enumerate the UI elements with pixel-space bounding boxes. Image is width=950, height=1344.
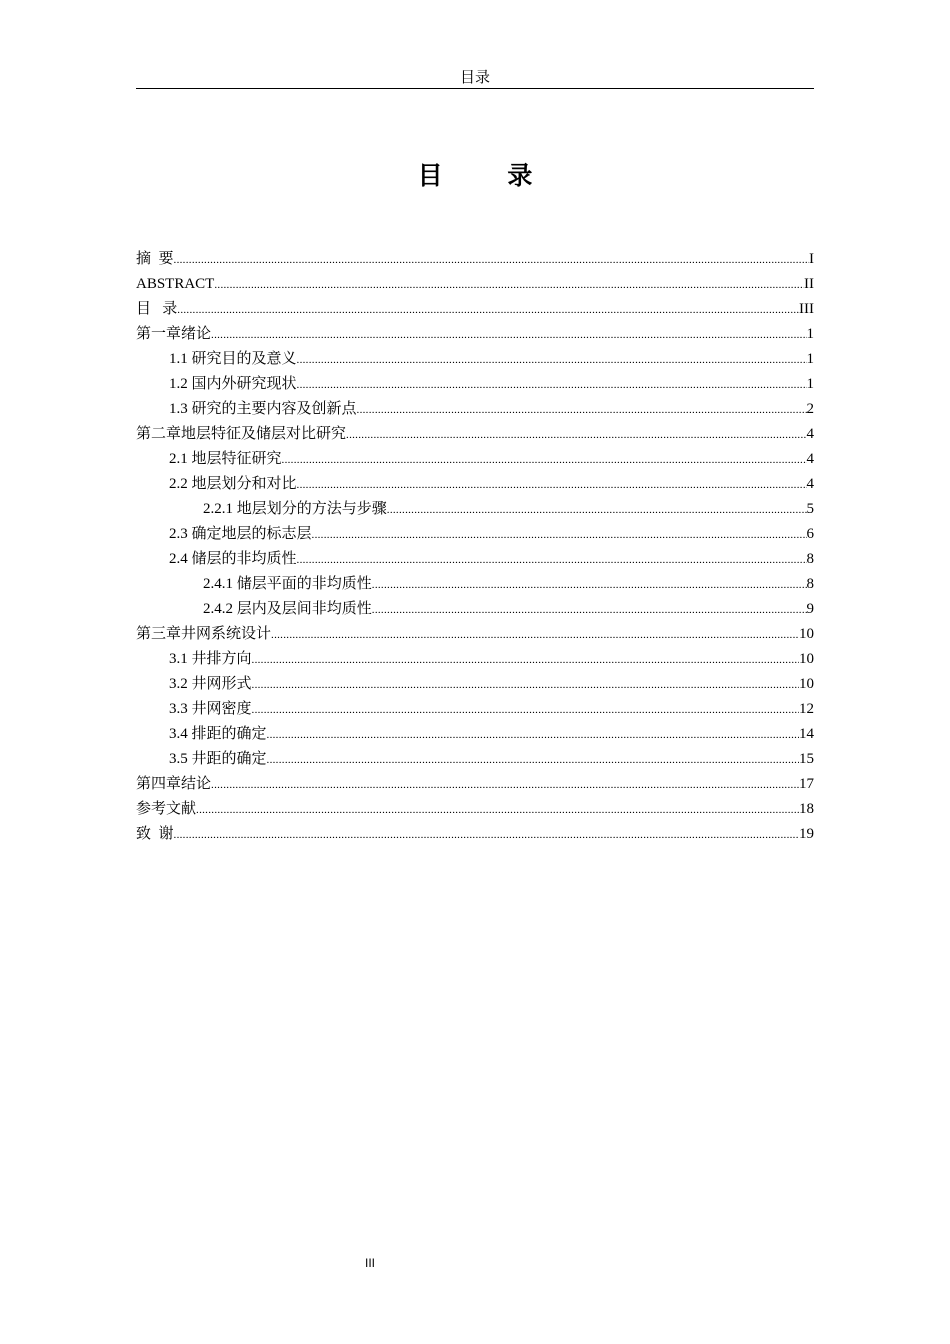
toc-entry-section-2-4-1[interactable] bbox=[136, 572, 814, 597]
toc-entry-contents[interactable] bbox=[136, 297, 814, 322]
toc-entry-label: 2.2.1 地层划分的方法与步骤 bbox=[203, 501, 387, 517]
toc-list bbox=[136, 247, 814, 847]
toc-entry-page: 8 bbox=[806, 551, 814, 567]
toc-title: 目 录 bbox=[417, 161, 561, 190]
toc-entry-section-3-2[interactable] bbox=[136, 672, 814, 697]
toc-entry-page: 15 bbox=[799, 751, 814, 767]
toc-entry-section-3-1[interactable] bbox=[136, 647, 814, 672]
toc-dot-leader bbox=[211, 773, 799, 798]
toc-entry-label: 2.4.1 储层平面的非均质性 bbox=[203, 576, 372, 592]
toc-entry-page: I bbox=[809, 251, 814, 267]
toc-entry-references[interactable] bbox=[136, 797, 814, 822]
toc-entry-label: 1.1 研究目的及意义 bbox=[169, 351, 297, 367]
toc-dot-leader bbox=[282, 448, 807, 473]
toc-entry-label: 3.3 井网密度 bbox=[169, 701, 252, 717]
toc-dot-leader bbox=[252, 698, 799, 723]
toc-entry-chapter-1[interactable] bbox=[136, 322, 814, 347]
toc-entry-label: 2.4 储层的非均质性 bbox=[169, 551, 297, 567]
toc-entry-label: 1.2 国内外研究现状 bbox=[169, 376, 297, 392]
toc-entry-page: 4 bbox=[806, 476, 814, 492]
toc-dot-leader bbox=[346, 423, 806, 448]
toc-dot-leader bbox=[297, 473, 807, 498]
toc-dot-leader bbox=[271, 623, 799, 648]
toc-entry-page: 10 bbox=[799, 626, 814, 642]
toc-entry-page: 17 bbox=[799, 776, 814, 792]
toc-entry-chapter-3[interactable] bbox=[136, 622, 814, 647]
toc-entry-page: 5 bbox=[806, 501, 814, 517]
toc-dot-leader bbox=[387, 498, 807, 523]
footer-page-number: III bbox=[364, 1256, 375, 1270]
toc-dot-leader bbox=[211, 323, 806, 348]
toc-entry-page: 8 bbox=[806, 576, 814, 592]
toc-entry-label: 3.2 井网形式 bbox=[169, 676, 252, 692]
toc-entry-label: 目 录 bbox=[136, 301, 178, 317]
toc-dot-leader bbox=[297, 373, 807, 398]
toc-entry-label: ABSTRACT bbox=[136, 276, 215, 292]
toc-entry-label: 致 谢 bbox=[136, 826, 174, 842]
toc-entry-page: 4 bbox=[806, 426, 814, 442]
toc-dot-leader bbox=[267, 748, 799, 773]
toc-entry-abstract-en[interactable] bbox=[136, 272, 814, 297]
toc-entry-label: 第四章结论 bbox=[136, 776, 212, 792]
toc-dot-leader bbox=[297, 348, 807, 373]
toc-entry-page: 1 bbox=[806, 376, 814, 392]
toc-dot-leader bbox=[252, 673, 799, 698]
toc-entry-label: 1.3 研究的主要内容及创新点 bbox=[169, 401, 357, 417]
running-header: 目录 bbox=[459, 70, 490, 86]
toc-entry-acknowledgements[interactable] bbox=[136, 822, 814, 847]
toc-entry-section-1-2[interactable] bbox=[136, 372, 814, 397]
toc-entry-section-2-2[interactable] bbox=[136, 472, 814, 497]
toc-entry-label: 3.4 排距的确定 bbox=[169, 726, 267, 742]
toc-dot-leader bbox=[312, 523, 807, 548]
toc-dot-leader bbox=[252, 648, 799, 673]
toc-dot-leader bbox=[174, 248, 809, 273]
toc-dot-leader bbox=[297, 548, 807, 573]
toc-entry-label: 3.5 井距的确定 bbox=[169, 751, 267, 767]
toc-entry-section-3-4[interactable] bbox=[136, 722, 814, 747]
toc-entry-chapter-2[interactable] bbox=[136, 422, 814, 447]
toc-entry-label: 第二章地层特征及储层对比研究 bbox=[136, 426, 347, 442]
toc-entry-page: 12 bbox=[799, 701, 814, 717]
toc-entry-abstract-cn[interactable] bbox=[136, 247, 814, 272]
toc-entry-section-1-3[interactable] bbox=[136, 397, 814, 422]
toc-entry-label: 3.1 井排方向 bbox=[169, 651, 252, 667]
toc-dot-leader bbox=[177, 298, 799, 323]
toc-entry-label: 第三章井网系统设计 bbox=[136, 626, 272, 642]
toc-entry-page: 4 bbox=[806, 451, 814, 467]
toc-entry-label: 2.3 确定地层的标志层 bbox=[169, 526, 312, 542]
toc-entry-page: III bbox=[799, 301, 814, 317]
toc-entry-page: 18 bbox=[799, 801, 814, 817]
toc-entry-section-2-2-1[interactable] bbox=[136, 497, 814, 522]
header-divider bbox=[136, 88, 814, 89]
toc-entry-section-3-3[interactable] bbox=[136, 697, 814, 722]
toc-dot-leader bbox=[196, 798, 799, 823]
toc-dot-leader bbox=[267, 723, 799, 748]
toc-entry-label: 第一章绪论 bbox=[136, 326, 212, 342]
toc-dot-leader bbox=[174, 823, 799, 848]
toc-entry-section-2-4[interactable] bbox=[136, 547, 814, 572]
toc-dot-leader bbox=[214, 273, 804, 298]
toc-entry-section-2-1[interactable] bbox=[136, 447, 814, 472]
toc-entry-page: 14 bbox=[799, 726, 814, 742]
toc-entry-section-1-1[interactable] bbox=[136, 347, 814, 372]
toc-entry-page: 2 bbox=[806, 401, 814, 417]
toc-entry-page: 9 bbox=[806, 601, 814, 617]
toc-dot-leader bbox=[372, 598, 807, 623]
toc-entry-chapter-4[interactable] bbox=[136, 772, 814, 797]
toc-entry-page: 1 bbox=[806, 351, 814, 367]
toc-entry-section-2-4-2[interactable] bbox=[136, 597, 814, 622]
toc-entry-page: II bbox=[804, 276, 814, 292]
toc-entry-page: 6 bbox=[806, 526, 814, 542]
toc-entry-label: 2.4.2 层内及层间非均质性 bbox=[203, 601, 372, 617]
toc-entry-page: 10 bbox=[799, 676, 814, 692]
toc-dot-leader bbox=[372, 573, 807, 598]
toc-entry-section-2-3[interactable] bbox=[136, 522, 814, 547]
toc-entry-label: 2.1 地层特征研究 bbox=[169, 451, 282, 467]
toc-entry-page: 1 bbox=[806, 326, 814, 342]
toc-entry-label: 摘 要 bbox=[136, 251, 174, 267]
toc-entry-label: 2.2 地层划分和对比 bbox=[169, 476, 297, 492]
toc-entry-label: 参考文献 bbox=[136, 801, 197, 817]
toc-dot-leader bbox=[357, 398, 807, 423]
toc-entry-page: 19 bbox=[799, 826, 814, 842]
toc-entry-section-3-5[interactable] bbox=[136, 747, 814, 772]
toc-entry-page: 10 bbox=[799, 651, 814, 667]
